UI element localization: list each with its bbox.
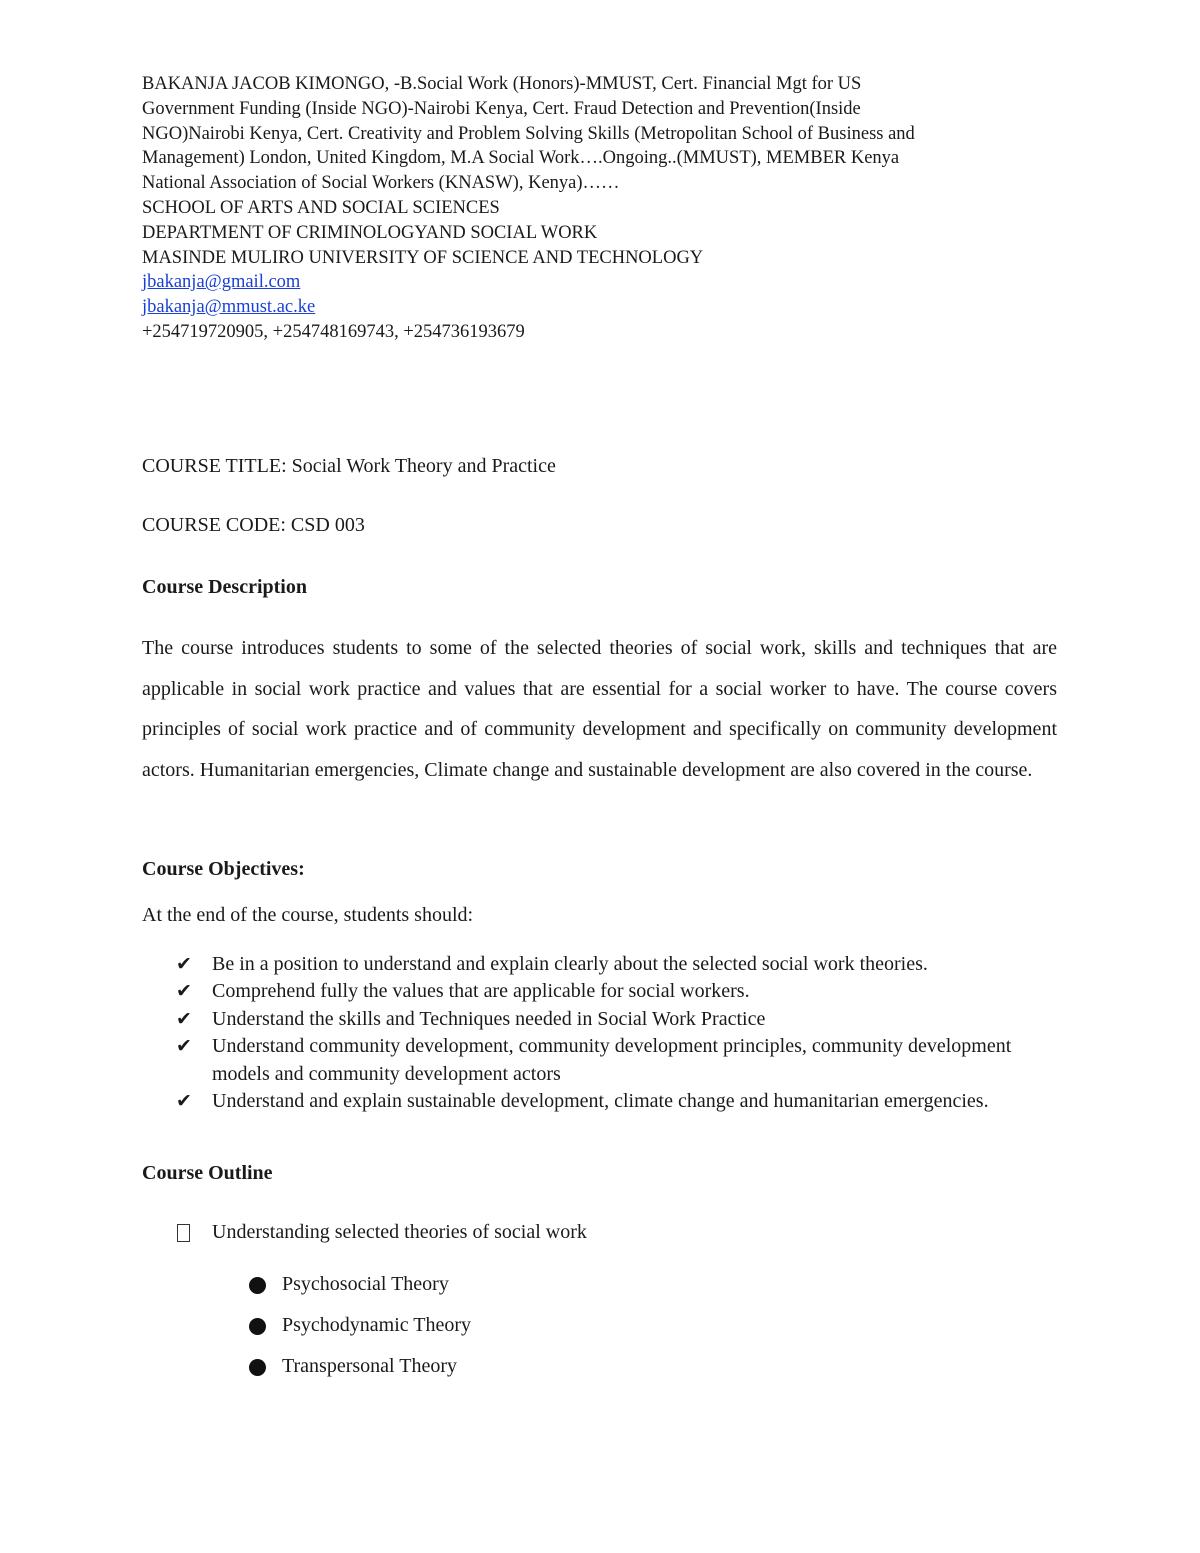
email-link-mmust[interactable]: jbakanja@mmust.ac.ke: [142, 297, 316, 318]
phone-numbers: +254719720905, +254748169743, +254736193679: [142, 321, 525, 342]
objective-text: Understand and explain sustainable development, climate change and humanitarian emergencies.: [212, 1090, 989, 1113]
author-header: [142, 72, 1062, 345]
header-line: NGO)Nairobi Kenya, Cert. Creativity and Problem Solving Skills (Metropolitan School of Business and: [142, 123, 915, 144]
list-item: [142, 1033, 1042, 1088]
header-line: BAKANJA JACOB KIMONGO, -B.Social Work (Honors)-MMUST, Cert. Financial Mgt for US: [142, 74, 862, 94]
header-line: National Association of Social Workers (KNASW), Kenya)……: [142, 173, 620, 194]
list-item: [142, 1088, 1042, 1115]
list-item: [142, 1006, 1042, 1033]
school-name: SCHOOL OF ARTS AND SOCIAL SCIENCES: [142, 197, 500, 218]
checkmark-icon: ✔: [176, 981, 192, 1003]
theory-name: Psychodynamic Theory: [282, 1314, 472, 1336]
list-item: [142, 978, 1042, 1005]
course-title: COURSE TITLE: Social Work Theory and Practice: [142, 455, 556, 477]
university-name: MASINDE MULIRO UNIVERSITY OF SCIENCE AND TECHNOLOGY: [142, 247, 704, 268]
list-item: [142, 951, 1042, 978]
bullet-dot-icon: [249, 1277, 266, 1294]
bullet-dot-icon: [249, 1318, 266, 1335]
checkmark-icon: ✔: [176, 1091, 192, 1113]
course-code: COURSE CODE: CSD 003: [142, 514, 365, 536]
email-link-gmail[interactable]: jbakanja@gmail.com: [142, 272, 301, 293]
objective-text: Comprehend fully the values that are applicable for social workers.: [212, 980, 750, 1003]
checkmark-icon: ✔: [176, 1008, 192, 1030]
list-item: [142, 1305, 471, 1346]
theory-name: Psychosocial Theory: [282, 1273, 449, 1295]
objectives-list: [142, 951, 1042, 1115]
header-line: Management) London, United Kingdom, M.A Social Work….Ongoing..(MMUST), MEMBER Kenya: [142, 148, 900, 169]
checkmark-icon: ✔: [176, 1036, 192, 1058]
bullet-dot-icon: [249, 1359, 266, 1376]
theory-name: Transpersonal Theory: [282, 1355, 457, 1377]
objective-text: Be in a position to understand and explain clearly about the selected social work theories.: [212, 953, 928, 975]
course-objectives-heading: Course Objectives:: [142, 858, 305, 880]
list-item: [142, 1346, 471, 1387]
course-outline-heading: Course Outline: [142, 1162, 273, 1184]
course-description-heading: Course Description: [142, 576, 307, 598]
objective-text: Understand community development, community development principles, community development models and community development actors: [212, 1035, 1012, 1085]
header-line: Government Funding (Inside NGO)-Nairobi Kenya, Cert. Fraud Detection and Prevention(Inside: [142, 98, 861, 119]
objective-text: Understand the skills and Techniques needed in Social Work Practice: [212, 1007, 766, 1030]
theories-list: [142, 1264, 471, 1387]
course-description-text: The course introduces students to some of the selected theories of social work, skills and techniques that are applicable in social work practice and values that are essential for a social worker to have. The course covers principles of social work practice and of community development and specifically on community development actors. Humanitarian emergencies, Climate change and sustainable development are also covered in the course.: [142, 637, 1057, 781]
outline-item-text: Understanding selected theories of social work: [212, 1221, 587, 1243]
list-item: [142, 1264, 471, 1305]
missing-glyph-box-icon: [177, 1224, 190, 1242]
department-name: DEPARTMENT OF CRIMINOLOGYAND SOCIAL WORK: [142, 222, 598, 243]
objectives-intro: At the end of the course, students should:: [142, 904, 474, 926]
checkmark-icon: ✔: [176, 954, 192, 975]
